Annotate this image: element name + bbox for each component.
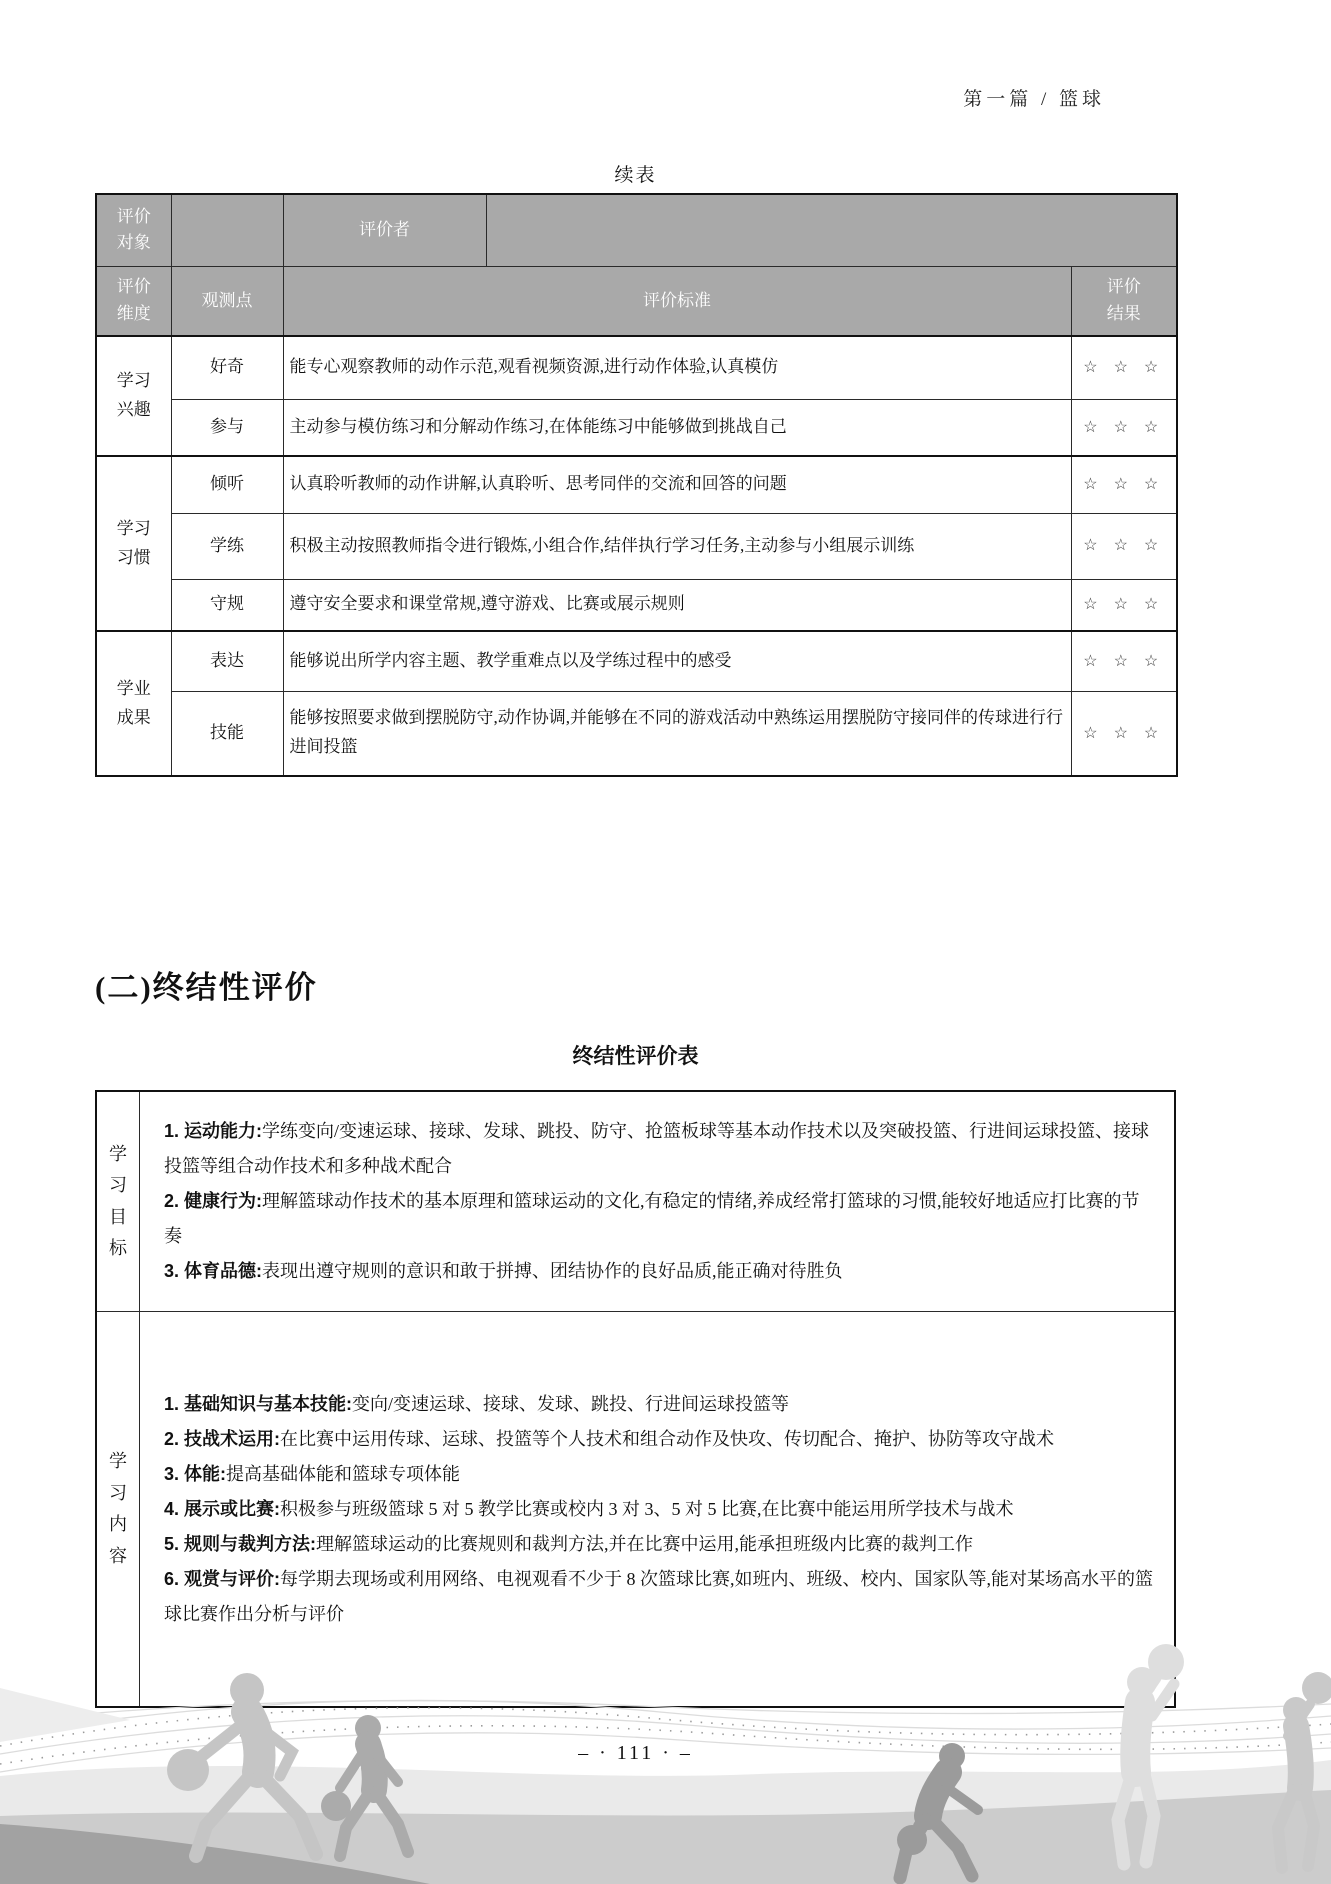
point-cell: 倾听	[171, 456, 283, 513]
row-label-goals	[96, 1091, 140, 1312]
running-head: 第一篇 / 篮球	[963, 89, 1105, 110]
header-cell-dimension	[96, 266, 171, 336]
header-cell-evaluator: 评价者	[283, 194, 486, 266]
point-cell: 参与	[171, 399, 283, 456]
header-cell-criteria: 评价标准	[283, 266, 1071, 336]
page-number: – · 111 · –	[578, 1742, 693, 1764]
criteria-cell: 遵守安全要求和课堂常规,遵守游戏、比赛或展示规则	[283, 579, 1071, 631]
list-item	[164, 1254, 1156, 1289]
point-cell: 守规	[171, 579, 283, 631]
header-cell-blank	[171, 194, 283, 266]
dimension-cell-interest	[96, 336, 171, 456]
star-rating: ☆ ☆ ☆	[1071, 399, 1177, 456]
goals-content-cell	[140, 1091, 1176, 1312]
table-row	[96, 456, 1177, 513]
dimension-label: 学业成果	[116, 678, 151, 727]
table-row	[96, 631, 1177, 691]
point-cell: 学练	[171, 513, 283, 579]
star-rating: ☆ ☆ ☆	[1071, 456, 1177, 513]
item-term: 3. 体育品德:	[164, 1261, 263, 1281]
star-rating: ☆ ☆ ☆	[1071, 579, 1177, 631]
star-rating: ☆ ☆ ☆	[1071, 631, 1177, 691]
item-text: 提高基础体能和篮球专项体能	[226, 1463, 461, 1484]
summative-evaluation-table	[95, 1090, 1176, 1708]
item-term: 1. 基础知识与基本技能:	[164, 1393, 353, 1414]
list-item	[164, 1387, 1156, 1422]
table-row	[96, 579, 1177, 631]
list-item	[164, 1527, 1156, 1562]
continued-table-caption: 续表	[614, 165, 657, 186]
row-label-text: 学习内容	[108, 1451, 127, 1566]
item-text: 在比赛中运用传球、运球、投篮等个人技术和组合动作及快攻、传切配合、掩护、协防等攻守战术	[280, 1428, 1055, 1449]
dimension-cell-achievement	[96, 631, 171, 776]
header-cell-evaluation-object	[96, 194, 171, 266]
list-item	[164, 1114, 1156, 1184]
item-text: 理解篮球运动的比赛规则和裁判方法,并在比赛中运用,能承担班级内比赛的裁判工作	[316, 1533, 974, 1554]
table-row	[96, 1091, 1175, 1312]
item-text: 变向/变速运球、接球、发球、跳投、行进间运球投篮等	[352, 1393, 790, 1414]
table-row	[96, 513, 1177, 579]
header-cell-observation-point: 观测点	[171, 266, 283, 336]
criteria-cell: 认真聆听教师的动作讲解,认真聆听、思考同伴的交流和回答的问题	[283, 456, 1071, 513]
table-header-row-1	[96, 194, 1177, 266]
list-item	[164, 1457, 1156, 1492]
star-rating: ☆ ☆ ☆	[1071, 336, 1177, 399]
header-label: 评价结果	[1106, 277, 1141, 323]
list-item	[164, 1492, 1156, 1527]
item-term: 1. 运动能力:	[164, 1121, 263, 1141]
star-rating: ☆ ☆ ☆	[1071, 513, 1177, 579]
header-label: 评价对象	[116, 206, 151, 253]
dimension-cell-habit	[96, 456, 171, 631]
item-term: 4. 展示或比赛:	[164, 1498, 281, 1519]
summative-table-title: 终结性评价表	[572, 1045, 699, 1068]
basketball-icon	[1302, 1672, 1331, 1704]
point-cell: 表达	[171, 631, 283, 691]
item-term: 5. 规则与裁判方法:	[164, 1533, 317, 1554]
criteria-cell: 主动参与模仿练习和分解动作练习,在体能练习中能够做到挑战自己	[283, 399, 1071, 456]
table-row	[96, 399, 1177, 456]
header-cell-blank-wide	[486, 194, 1177, 266]
list-item	[164, 1184, 1156, 1254]
list-item	[164, 1422, 1156, 1457]
criteria-cell: 积极主动按照教师指令进行锻炼,小组合作,结伴执行学习任务,主动参与小组展示训练	[283, 513, 1071, 579]
criteria-cell: 能专心观察教师的动作示范,观看视频资源,进行动作体验,认真模仿	[283, 336, 1071, 399]
header-label: 评价维度	[116, 277, 151, 323]
criteria-cell: 能够按照要求做到摆脱防守,动作协调,并能够在不同的游戏活动中熟练运用摆脱防守接同伴的传球进行行进间投篮	[283, 691, 1071, 776]
item-term: 2. 技战术运用:	[164, 1428, 281, 1449]
table-row	[96, 691, 1177, 776]
item-text: 每学期去现场或利用网络、电视观看不少于 8 次篮球比赛,如班内、班级、校内、国家队等,能对某场高水平的篮球比赛作出分析与评价	[164, 1568, 1154, 1624]
item-text: 理解篮球动作技术的基本原理和篮球运动的文化,有稳定的情绪,养成经常打篮球的习惯,能较好地适应打比赛的节奏	[164, 1191, 1140, 1246]
header-cell-result	[1071, 266, 1177, 336]
table-header-row-2	[96, 266, 1177, 336]
item-term: 3. 体能:	[164, 1463, 227, 1484]
item-text: 表现出遵守规则的意识和敢于拼搏、团结协作的良好品质,能正确对待胜负	[262, 1261, 843, 1281]
section-heading: (二)终结性评价	[95, 970, 318, 1005]
table-row	[96, 336, 1177, 399]
item-text: 学练变向/变速运球、接球、发球、跳投、防守、抢篮板球等基本动作技术以及突破投篮、行进间运球投篮、接球投篮等组合动作技术和多种战术配合	[164, 1121, 1150, 1176]
left-wing-shape	[0, 1688, 130, 1742]
point-cell: 好奇	[171, 336, 283, 399]
criteria-cell: 能够说出所学内容主题、教学重难点以及学练过程中的感受	[283, 631, 1071, 691]
dimension-label: 学习兴趣	[116, 371, 151, 419]
list-item	[164, 1562, 1156, 1632]
continued-evaluation-table	[95, 193, 1178, 777]
item-term: 6. 观赏与评价:	[164, 1568, 281, 1589]
star-rating: ☆ ☆ ☆	[1071, 691, 1177, 776]
row-label-text: 学习目标	[108, 1143, 127, 1258]
dimension-label: 学习习惯	[116, 518, 151, 567]
point-cell: 技能	[171, 691, 283, 776]
item-term: 2. 健康行为:	[164, 1191, 263, 1211]
item-text: 积极参与班级篮球 5 对 5 教学比赛或校内 3 对 3、5 对 5 比赛,在比赛中能运用所学技术与战术	[280, 1498, 1014, 1519]
